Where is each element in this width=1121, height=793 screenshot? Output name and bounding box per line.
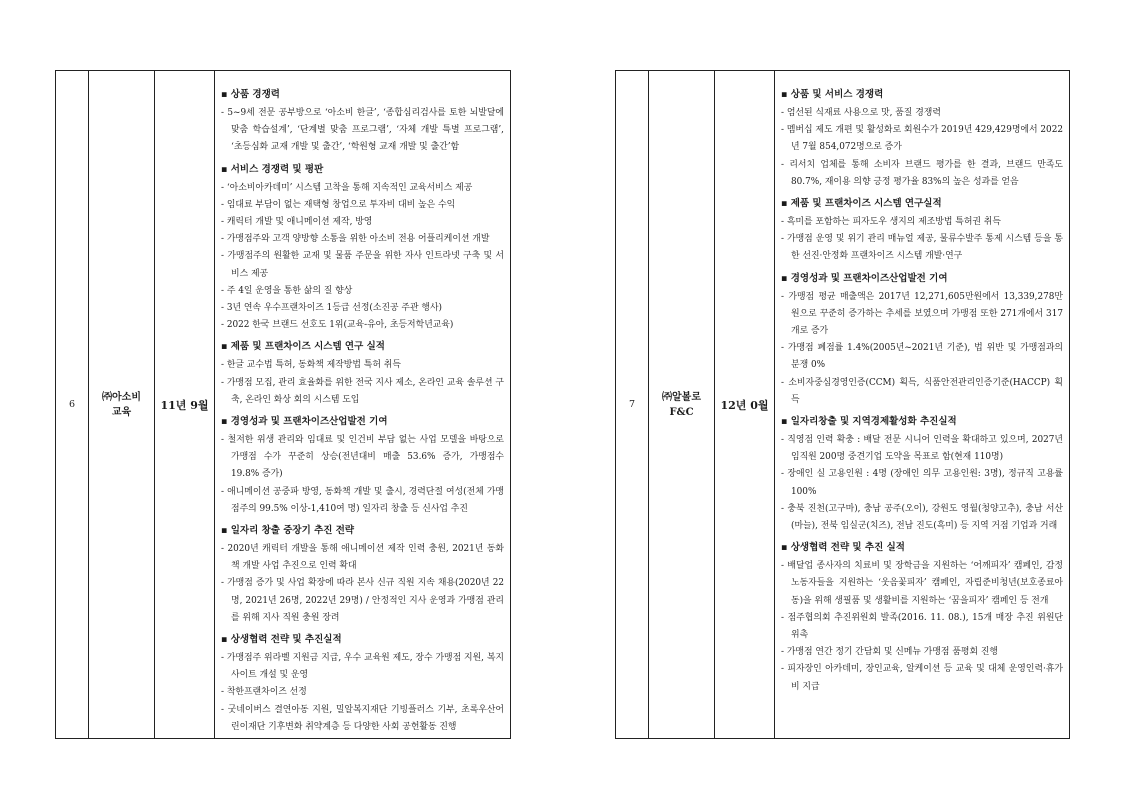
section-item: - 애니메이션 공중파 방영, 동화책 개발 및 출시, 경력단절 여성(전체 가맹점주의 99.5% 이상-1,410여 명) 일자리 창출 등 신사업 추진: [221, 484, 504, 518]
section-item: - 5~9세 전문 공부방으로 ‘아소비 한글’, ‘종합심리검사를 토한 뇌발달에 맞춤 학습설계’, ‘단계별 맞춤 프로그램’, ‘자체 개발 특별 프로그램’, ‘초등심화 교재 개발 및 출간’, ‘학원형 교재 개발 및 출간’함: [221, 105, 504, 157]
section-item: - 멤버십 제도 개편 및 활성화로 회원수가 2019년 429,429명에서 2022년 7월 854,072명으로 증가: [781, 122, 1063, 156]
row-number: 6: [56, 71, 89, 738]
section-item: - 주 4일 운영을 통한 삶의 질 향상: [221, 283, 504, 300]
content-cell: [775, 71, 1069, 738]
row-table-7: [615, 70, 1070, 739]
section-item: - 장애인 실 고용인원 : 4명 (장애인 의무 고용인원: 3명), 정규직 고용률 100%: [781, 466, 1063, 500]
section-item: - 가맹점 연간 정기 간담회 및 신메뉴 가맹점 품평회 진행: [781, 644, 1063, 661]
section-item: - 가맹점주와 고객 양방향 소통을 위한 아소비 전용 어플리케이션 개발: [221, 231, 504, 248]
section-item: - 가맹점 증가 및 사업 확장에 따라 본사 신규 직원 지속 채용(2020년 22명, 2021년 26명, 2022년 29명) / 안정적인 지사 운영과 가맹점 관리를 위해 지사 직원 충원 장려: [221, 575, 504, 627]
section-item: - 가맹점 평균 매출액은 2017년 12,271,605만원에서 13,339,278만 원으로 꾸준히 증가하는 추세를 보였으며 가맹점 또한 271개에서 317개로 증가: [781, 289, 1063, 341]
business-duration: 11년 9월: [155, 71, 215, 738]
section-item: - ‘아소비아카데미’ 시스템 고착을 통해 지속적인 교육서비스 제공: [221, 180, 504, 197]
section-item: - 가맹점주의 원활한 교재 및 물품 주문을 위한 자사 인트라넷 구축 및 서비스 제공: [221, 248, 504, 282]
section-item: - 3년 연속 우수프랜차이즈 1등급 선정(소진공 주관 행사): [221, 300, 504, 317]
section-item: - 충북 진천(고구마), 충남 공주(오이), 강원도 영월(청양고추), 충남 서산(마늘), 전북 임실군(치즈), 전남 진도(흑미) 등 지역 거점 기업과 거래: [781, 501, 1063, 535]
section-title: ▪ 제품 및 프랜차이즈 시스템 연구 실적: [221, 340, 504, 353]
row-table-6: [55, 70, 511, 739]
section-item: - 캐릭터 개발 및 애니메이션 제작, 방영: [221, 214, 504, 231]
section-item: - 2020년 캐릭터 개발을 통해 애니메이션 제작 인력 충원, 2021년 동화책 개발 사업 추진으로 인력 확대: [221, 541, 504, 575]
content-section: [781, 415, 1063, 535]
section-item: - 피자장인 아카데미, 장인교육, 알케이션 등 교육 및 대체 운영인력·휴가비 지급: [781, 661, 1063, 695]
section-title: ▪ 서비스 경쟁력 및 평판: [221, 163, 504, 176]
company-name-line1: ㈜알볼로: [662, 391, 701, 403]
company-name-line1: ㈜아소비: [102, 391, 141, 403]
content-section: [221, 633, 504, 736]
content-section: [781, 197, 1063, 266]
company-name-line2: 교육: [111, 406, 132, 418]
section-item: - 2022 한국 브랜드 선호도 1위(교육-유아, 초등저학년교육): [221, 317, 504, 334]
section-item: - 철저한 위생 관리와 임대료 및 인건비 부담 없는 사업 모델을 바탕으로 가맹점 수가 꾸준히 상승(전년대비 매출 53.6% 증가, 가맹점수 19.8% 증가): [221, 432, 504, 484]
company-name: [649, 71, 715, 738]
section-item: - 착한프랜차이즈 선정: [221, 684, 504, 701]
content-section: [781, 272, 1063, 409]
section-item: - 리서치 업체를 통해 소비자 브랜드 평가를 한 결과, 브랜드 만족도 80.7%, 재이용 의향 긍정 평가율 83%의 높은 성과를 얻음: [781, 157, 1063, 191]
row-number: 7: [616, 71, 649, 738]
section-title: ▪ 상생협력 전략 및 추진 실적: [781, 541, 1063, 554]
section-title: ▪ 일자리 창출 중장기 추진 전략: [221, 524, 504, 537]
company-name-line2: F&C: [669, 406, 694, 418]
content-section: [221, 524, 504, 627]
section-title: ▪ 경영성과 및 프랜차이즈산업발전 기여: [781, 272, 1063, 285]
content-section: [781, 541, 1063, 696]
section-item: - 굿네이버스 결연아동 지원, 밀알복지재단 기빙플러스 기부, 초록우산어린이재단 기후변화 취약계층 등 다양한 사회 공헌활동 진행: [221, 702, 504, 736]
section-title: ▪ 경영성과 및 프랜차이즈산업발전 기여: [221, 415, 504, 428]
section-item: - 흑미를 포함하는 피자도우 생지의 제조방법 특허권 취득: [781, 214, 1063, 231]
section-item: - 가맹점주 위라벨 지원금 지급, 우수 교육원 제도, 장수 가맹점 지원, 복지사이트 개설 및 운영: [221, 650, 504, 684]
content-section: [221, 163, 504, 335]
section-item: - 가맹점 모집, 관리 효율화를 위한 전국 지사 제소, 온라인 교육 솔루션 구축, 온라인 화상 회의 시스템 도입: [221, 375, 504, 409]
section-item: - 임대료 부담이 없는 재택형 창업으로 투자비 대비 높은 수익: [221, 197, 504, 214]
section-item: - 가맹점 운영 및 위기 관리 매뉴얼 제공, 물류수발주 통제 시스템 등을 통한 선진·안정화 프랜차이즈 시스템 개발·연구: [781, 231, 1063, 265]
business-duration: 12년 0월: [715, 71, 775, 738]
section-item: - 소비자중심경영인증(CCM) 획득, 식품안전관리인증기준(HACCP) 획득: [781, 375, 1063, 409]
content-section: [781, 88, 1063, 191]
section-item: - 점주협의회 추진위원회 발족(2016. 11. 08.), 15개 매장 추진 위원단 위촉: [781, 610, 1063, 644]
section-item: - 배달업 종사자의 치료비 및 장학금을 지원하는 ‘어깨피자’ 캠페인, 감정노동자들을 지원하는 ‘웃음꽃피자’ 캠페인, 자립준비청년(보호종료아동)을 위해 생필품 및 생활비를 지원하는 ‘꿈을피자’ 캠페인 등 전개: [781, 558, 1063, 610]
content-cell: [215, 71, 510, 738]
content-section: [221, 88, 504, 157]
section-title: ▪ 상품 경쟁력: [221, 88, 504, 101]
section-item: - 엄선된 식재료 사용으로 맛, 품질 경쟁력: [781, 105, 1063, 122]
section-title: ▪ 일자리창출 및 지역경제활성화 추진실적: [781, 415, 1063, 428]
section-item: - 직영점 인력 확충 : 배달 전문 시니어 인력을 확대하고 있으며, 2027년 임직원 200명 중견기업 도약을 목표로 함(현재 110명): [781, 432, 1063, 466]
section-title: ▪ 상생협력 전략 및 추진실적: [221, 633, 504, 646]
content-section: [221, 340, 504, 409]
section-title: ▪ 제품 및 프랜차이즈 시스템 연구실적: [781, 197, 1063, 210]
content-section: [221, 415, 504, 518]
section-title: ▪ 상품 및 서비스 경쟁력: [781, 88, 1063, 101]
company-name: [89, 71, 155, 738]
section-item: - 가맹점 폐점률 1.4%(2005년~2021년 기준), 법 위반 및 가맹점과의 분쟁 0%: [781, 340, 1063, 374]
section-item: - 한글 교수법 특허, 동화책 제작방법 특허 취득: [221, 357, 504, 374]
